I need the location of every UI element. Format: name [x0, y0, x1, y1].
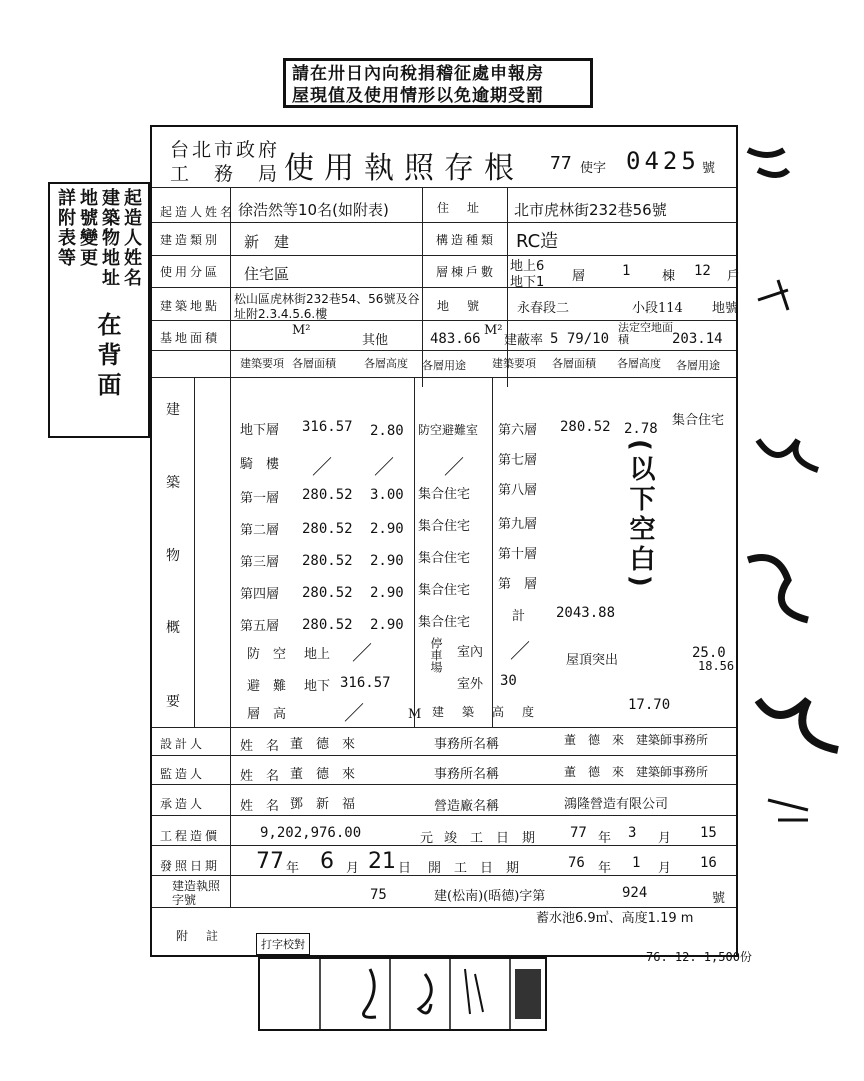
issue-month: 6	[320, 849, 334, 874]
floor-height-label: 層 高	[247, 707, 287, 722]
parking-out-value: 30	[500, 673, 517, 689]
start-month: 1	[632, 855, 641, 871]
air-raid-above-value: ／	[352, 641, 372, 665]
signature-scribbles	[260, 959, 545, 1029]
buildings-count: 1	[622, 263, 631, 279]
shelter-below: 地下	[304, 679, 331, 694]
floor-row-left-0-height: 2.80	[370, 423, 404, 439]
notice-line-2: 屋現值及使用情形以免逾期受罰	[292, 86, 544, 106]
floor-row-left-0-use: 防空避難室	[418, 423, 479, 437]
floor-row-left-3-height: 2.90	[370, 521, 404, 537]
floor-row-right-6-name: 計	[512, 609, 526, 624]
build-type-value: 新 建	[244, 233, 290, 251]
completion-day: 15	[700, 825, 717, 841]
cost-unit: 元	[420, 831, 434, 846]
side-label-1: 建	[166, 402, 180, 418]
cost-label: 工程造價	[160, 829, 221, 843]
supervisor-name: 董 德 來	[290, 767, 356, 782]
building-height-value: 17.70	[628, 697, 671, 713]
floor-height-unit: M	[408, 707, 422, 722]
completion-year-unit: 年	[598, 831, 612, 846]
designer-office: 董 德 來 建築師事務所	[564, 733, 709, 747]
floor-row-left-2-area: 280.52	[302, 487, 353, 503]
building-permit-text: 建(松南)(晤德)字第	[434, 889, 546, 904]
side-col-1: 起造人姓名	[121, 188, 142, 288]
permit-form	[150, 125, 741, 957]
shelter-below-value: 316.57	[340, 675, 391, 691]
side-label-4: 概	[166, 620, 180, 636]
floor-row-left-5-name: 第四層	[240, 587, 280, 602]
start-month-unit: 月	[658, 861, 672, 876]
side-col-5: 在背面	[93, 312, 122, 402]
col-header-area: 各層面積	[292, 357, 336, 370]
applicant-value: 徐浩然等10名(如附表)	[238, 201, 389, 219]
coverage-label: 建蔽率	[504, 333, 544, 348]
roof-value-1: 25.0	[692, 645, 726, 661]
floor-row-right-0-area: 280.52	[560, 419, 611, 435]
notice-line-1: 請在卅日內向稅捐稽征處申報房	[292, 64, 544, 84]
structure-label: 構造種類	[436, 233, 497, 247]
completion-label: 竣 工 日 期	[444, 831, 536, 846]
floor-row-left-0-name: 地下層	[240, 423, 280, 438]
floor-row-left-6-use: 集合住宅	[418, 615, 471, 630]
floor-row-right-0-height: 2.78	[624, 421, 658, 437]
floors-below: 地下1	[510, 275, 545, 290]
tax-notice-stamp	[283, 58, 593, 108]
base-area-unit: M²	[292, 323, 311, 338]
units-count: 12	[694, 263, 711, 279]
coverage-value: 5 79/10	[550, 331, 610, 347]
note-value: 蓄水池6.9㎥、高度1.19 m	[536, 911, 694, 926]
zone-label: 使用分區	[160, 265, 221, 279]
site-value-2: 址附2.3.4.5.6.樓	[234, 307, 328, 321]
site-value-1: 松山區虎林街232巷54、56號及谷	[234, 292, 420, 306]
designer-name-label: 姓 名	[240, 739, 280, 754]
completion-month: 3	[628, 825, 637, 841]
start-year: 76	[568, 855, 585, 871]
site-label: 建築地點	[160, 299, 221, 313]
floor-row-left-2-height: 3.00	[370, 487, 404, 503]
issue-day: 21	[368, 849, 396, 874]
units-unit: 戶	[727, 269, 741, 284]
issue-day-unit: 日	[398, 861, 412, 876]
parking-in-value: ／	[510, 639, 530, 663]
start-day: 16	[700, 855, 717, 871]
roof-label: 屋頂突出	[566, 653, 619, 668]
floor-row-left-2-name: 第一層	[240, 491, 280, 506]
building-permit-year: 75	[370, 887, 387, 903]
parking-out: 室外	[457, 677, 484, 692]
floor-row-left-3-use: 集合住宅	[418, 519, 471, 534]
supervisor-office-label: 事務所名稱	[434, 767, 500, 782]
shelter-label: 避 難	[247, 679, 287, 694]
air-raid-label: 防 空	[247, 647, 287, 662]
parking-in: 室內	[457, 645, 484, 660]
floor-row-left-1-area: ／	[312, 455, 332, 479]
permit-year: 77	[550, 153, 572, 174]
completion-month-unit: 月	[658, 831, 672, 846]
floors-above: 地上6	[510, 259, 545, 274]
base-other-label: 其他	[362, 333, 389, 348]
print-info: 76. 12. 1,500份	[646, 950, 752, 964]
designer-label: 設計人	[160, 737, 206, 751]
floors-label: 層棟戶數	[436, 265, 497, 279]
permit-word: 使字	[580, 161, 607, 176]
floor-row-left-4-area: 280.52	[302, 553, 353, 569]
floor-row-left-5-area: 280.52	[302, 585, 353, 601]
issue-label: 發照日期	[160, 859, 221, 873]
proof-label: 打字校對	[256, 933, 310, 955]
structure-value: RC造	[516, 231, 559, 252]
permit-number: 0425	[626, 147, 700, 175]
col-header-area-r: 各層面積	[552, 357, 596, 370]
air-raid-above: 地上	[304, 647, 331, 662]
permit-suffix: 號	[702, 161, 716, 176]
supervisor-office: 董 德 來 建築師事務所	[564, 765, 709, 779]
floor-row-left-6-height: 2.90	[370, 617, 404, 633]
floor-row-left-6-name: 第五層	[240, 619, 280, 634]
floor-row-left-5-height: 2.90	[370, 585, 404, 601]
contractor-label: 承造人	[160, 797, 206, 811]
legal-open-value: 203.14	[672, 331, 723, 347]
base-other-unit: M²	[484, 323, 503, 338]
building-height-label: 建 築 高 度	[432, 705, 538, 719]
legal-open-label: 法定空地面積	[618, 321, 673, 346]
start-label: 開 工 日 期	[428, 861, 520, 876]
col-header-item: 建築要項	[240, 357, 284, 370]
side-annotation-box	[48, 182, 150, 438]
base-other-value: 483.66	[430, 331, 481, 347]
col-header-use-r: 各層用途	[676, 359, 720, 372]
building-permit-number: 924	[622, 885, 648, 901]
start-year-unit: 年	[598, 861, 612, 876]
floor-height-value: ／	[344, 701, 364, 725]
floor-row-left-6-area: 280.52	[302, 617, 353, 633]
floor-row-right-2-name: 第八層	[498, 483, 538, 498]
page-title: 使用執照存根	[284, 151, 524, 186]
address-label: 住 址	[437, 201, 483, 215]
floor-row-left-4-name: 第三層	[240, 555, 280, 570]
col-header-item-r: 建築要項	[492, 357, 536, 370]
roof-value-2: 18.56	[698, 659, 735, 673]
floor-row-right-1-name: 第七層	[498, 453, 538, 468]
floor-row-left-4-height: 2.90	[370, 553, 404, 569]
contractor-company: 鴻隆營造有限公司	[564, 797, 669, 812]
buildings-unit: 棟	[662, 269, 676, 284]
floor-row-right-3-name: 第九層	[498, 517, 538, 532]
side-label-3: 物	[166, 548, 180, 564]
address-value: 北市虎林街232巷56號	[514, 201, 667, 219]
right-edge-ink	[738, 140, 864, 840]
col-header-use: 各層用途	[422, 359, 466, 372]
blank-below-mark: (以下空白)	[625, 439, 655, 591]
supervisor-name-label: 姓 名	[240, 769, 280, 784]
lot-label: 地 號	[437, 299, 483, 313]
floor-row-left-2-use: 集合住宅	[418, 487, 471, 502]
lot-unit: 地號	[712, 301, 739, 316]
applicant-label: 起造人姓名	[160, 205, 236, 219]
floor-total-area: 2043.88	[556, 605, 616, 621]
completion-year: 77	[570, 825, 587, 841]
floor-row-right-5-name: 第 層	[498, 577, 538, 592]
floor-row-right-4-name: 第十層	[498, 547, 538, 562]
floor-row-right-0-use: 集合住宅	[672, 413, 725, 428]
contractor-name: 鄧 新 福	[290, 797, 356, 812]
zone-value: 住宅區	[244, 265, 290, 283]
side-label-2: 築	[166, 475, 180, 491]
company-label: 營造廠名稱	[434, 799, 500, 814]
floor-row-left-1-use: ／	[444, 455, 464, 479]
floor-row-left-4-use: 集合住宅	[418, 551, 471, 566]
floors-unit: 層	[572, 269, 586, 284]
designer-name: 董 德 來	[290, 737, 356, 752]
floor-row-left-3-name: 第二層	[240, 523, 280, 538]
side-col-3: 地號變更	[77, 188, 98, 268]
build-type-label: 建造類別	[160, 233, 221, 247]
proof-stamp-area	[258, 957, 547, 1031]
cost-value: 9,202,976.00	[260, 825, 362, 841]
office-line-2: 工 務 局	[170, 163, 281, 185]
note-label: 附 註	[176, 929, 222, 943]
side-col-4: 詳附表等	[55, 188, 76, 268]
col-header-height-r: 各層高度	[617, 357, 661, 370]
issue-year: 77	[256, 849, 284, 874]
lot-value: 永春段二	[517, 301, 570, 316]
side-col-2: 建築物地址	[99, 188, 120, 288]
office-line-1: 台北市政府	[170, 139, 281, 161]
building-permit-suffix: 號	[712, 891, 726, 906]
floor-row-left-0-area: 316.57	[302, 419, 353, 435]
issue-year-unit: 年	[286, 861, 300, 876]
supervisor-label: 監造人	[160, 767, 206, 781]
designer-office-label: 事務所名稱	[434, 737, 500, 752]
floor-row-left-1-height: ／	[374, 455, 394, 479]
issue-month-unit: 月	[346, 861, 360, 876]
lot-sub: 小段114	[632, 301, 683, 316]
floor-row-left-1-name: 騎 樓	[240, 457, 280, 472]
contractor-name-label: 姓 名	[240, 799, 280, 814]
floor-row-right-0-name: 第六層	[498, 423, 538, 438]
floor-row-left-3-area: 280.52	[302, 521, 353, 537]
parking-label: 停車場	[429, 637, 443, 673]
floor-row-left-5-use: 集合住宅	[418, 583, 471, 598]
side-label-5: 要	[166, 694, 180, 710]
col-header-height: 各層高度	[364, 357, 408, 370]
base-area-label: 基地面積	[160, 331, 221, 345]
building-permit-label: 建造執照字號	[172, 879, 221, 907]
